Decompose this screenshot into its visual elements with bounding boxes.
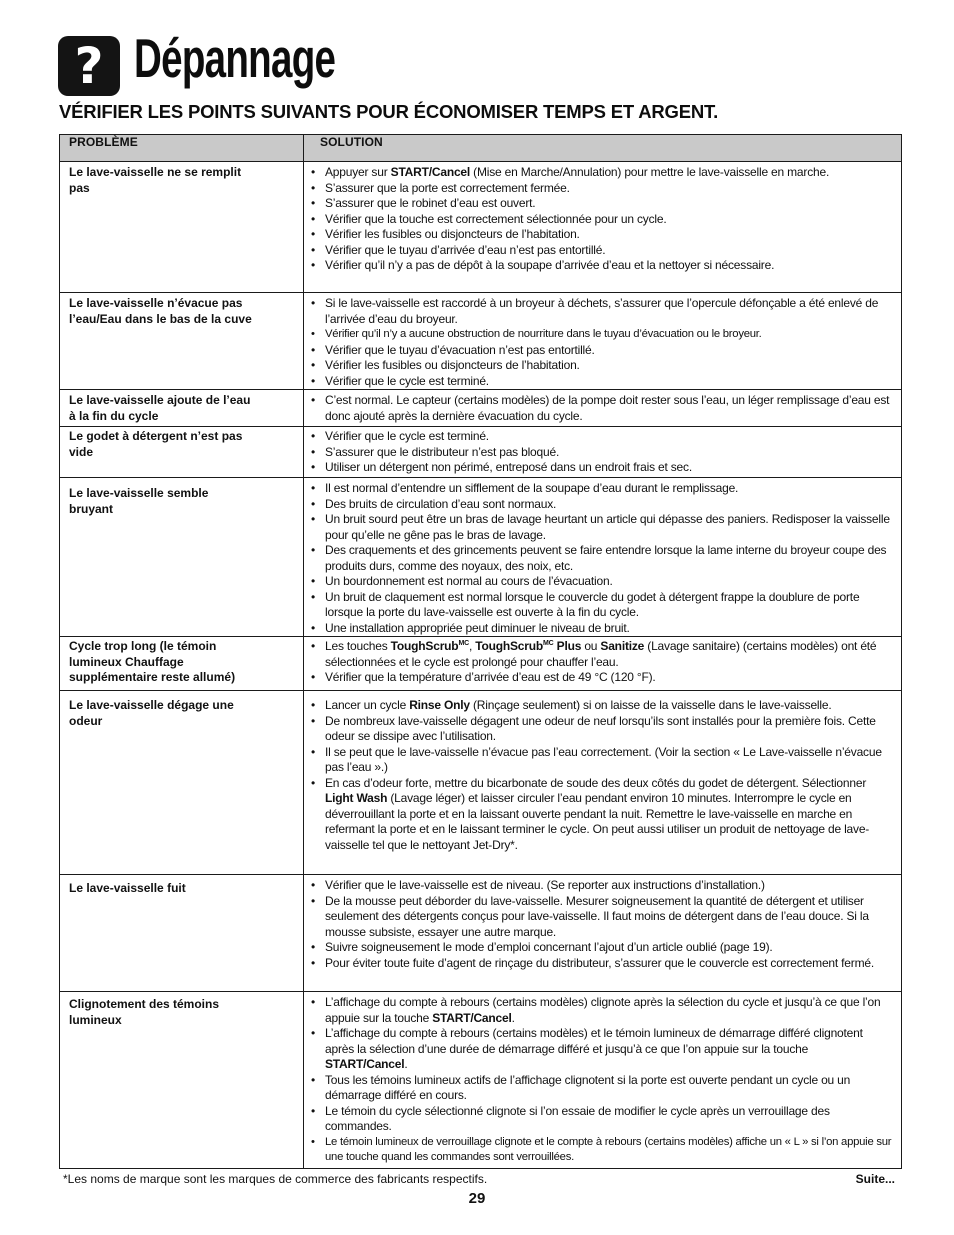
solution-text: Il se peut que le lave-vaisselle n’évacue pas l’eau correctement. (Voir la section « Le Lave-vaisselle n’évacue pas l’eau ».) [325, 744, 882, 774]
solution-text: C’est normal. Le capteur (certains modèles) de la pompe doit rester sous l’eau, un léger remplissage d’eau est donc ajouté après la dernière évacuation du cycle. [325, 393, 890, 423]
problem-cell: Le lave-vaisselle semble bruyant [60, 478, 304, 637]
solution-text: , [468, 639, 476, 653]
problem-cell: Le lave-vaisselle dégage une odeur [60, 691, 304, 875]
bold-text: START/Cancel [390, 165, 471, 179]
solution-list [311, 639, 893, 686]
solution-text: Suivre soigneusement le mode d’emploi concernant l’ajout d’un article oublié (page 19). [325, 940, 773, 954]
solution-list [311, 429, 893, 476]
column-header-solution: SOLUTION [304, 135, 902, 162]
solution-item [311, 460, 893, 476]
solution-text: L’affichage du compte à rebours (certains modèles) clignote après la sélection du cycle et jusqu’à ce que l’on appuie sur la touche [325, 995, 881, 1025]
solution-text: Un bruit sourd peut être un bras de lavage heurtant un article qui dépasse des paniers. Redisposer la vaisselle pour qu’elle ne gêne pas le bras de lavage. [325, 512, 890, 542]
solution-item [311, 590, 893, 621]
solution-text: . [511, 1010, 515, 1025]
solution-text: Une installation appropriée peut diminuer le niveau de bruit. [325, 620, 630, 635]
problem-cell: Le lave-vaisselle n’évacue pas l’eau/Eau dans le bas de la cuve [60, 293, 304, 390]
solution-list [311, 296, 893, 389]
solution-text: Vérifier que le cycle est terminé. [325, 429, 489, 443]
solution-text: Vérifier que le cycle est terminé. [325, 373, 489, 388]
question-mark-icon: ? [58, 36, 120, 96]
solution-text: L’affichage du compte à rebours (certains modèles) et le témoin lumineux de démarrage différé clignotent après la sélection d’une durée de démarrage différé et jusqu’à ce que l’on appuie sur la touche [325, 1026, 863, 1056]
solution-cell [304, 691, 902, 875]
table-row [60, 162, 902, 293]
solution-item [311, 445, 893, 461]
page-number: 29 [468, 1190, 486, 1207]
solution-text: Un bourdonnement est normal au cours de l’évacuation. [325, 574, 613, 588]
table-row [60, 293, 902, 390]
solution-item [311, 776, 893, 854]
solution-item [311, 698, 893, 714]
solution-list [311, 995, 893, 1166]
trademark-superscript: MC [543, 640, 554, 647]
solution-item [311, 481, 893, 497]
solution-list [311, 481, 893, 636]
table-row [60, 637, 902, 691]
page-title: Dépannage [134, 27, 336, 89]
solution-item [311, 358, 893, 374]
bold-text: ToughScrub [390, 639, 459, 653]
solution-item [311, 1104, 893, 1135]
solution-item [311, 1026, 893, 1073]
table-row [60, 478, 902, 637]
solution-item [311, 639, 893, 670]
solution-item [311, 343, 893, 359]
bold-text: START/Cancel [325, 1057, 405, 1071]
solution-text: Vérifier les fusibles ou disjoncteurs de l’habitation. [325, 227, 580, 241]
solution-item [311, 745, 893, 776]
solution-item [311, 512, 893, 543]
solution-item [311, 1135, 893, 1166]
solution-text: S’assurer que le distributeur n’est pas bloqué. [325, 444, 560, 459]
solution-item [311, 543, 893, 574]
problem-cell: Le godet à détergent n’est pas vide [60, 427, 304, 478]
solution-cell [304, 390, 902, 427]
solution-cell [304, 637, 902, 691]
solution-text: Vérifier que le tuyau d’arrivée d’eau n’est pas entortillé. [325, 242, 606, 257]
solution-text: . [404, 1057, 408, 1071]
bold-text: Rinse Only [409, 698, 470, 712]
solution-text: Les touches [325, 639, 391, 653]
solution-text: Vérifier que la touche est correctement sélectionnée pour un cycle. [325, 211, 667, 226]
solution-item [311, 296, 893, 327]
problem-cell: Le lave-vaisselle fuit [60, 875, 304, 992]
solution-item [311, 165, 893, 181]
solution-text: (Rinçage seulement) si on laisse de la vaisselle dans le lave-vaisselle. [469, 698, 832, 712]
table-body [60, 162, 902, 1169]
solution-text: S’assurer que la porte est correctement fermée. [325, 180, 570, 195]
solution-item [311, 714, 893, 745]
solution-cell [304, 293, 902, 390]
solution-text: S’assurer que le robinet d’eau est ouvert. [325, 196, 536, 210]
solution-item [311, 995, 893, 1026]
solution-text: De nombreux lave-vaisselle dégagent une odeur de neuf lorsqu’ils sont installés pour la première fois. Cette odeur se dissipe avec l’utilisation. [325, 713, 876, 743]
solution-text: ou [581, 639, 601, 653]
solution-text: Le témoin du cycle sélectionné clignote si l’on essaie de modifier le cycle après un verrouillage des commandes. [325, 1103, 830, 1133]
solution-text: Appuyer sur [325, 165, 391, 179]
solution-cell [304, 162, 902, 293]
table-row [60, 875, 902, 992]
bold-text: START/Cancel [432, 1010, 512, 1025]
solution-text: Il est normal d’entendre un sifflement de la soupape d’eau durant le remplissage. [325, 481, 739, 495]
solution-item [311, 940, 893, 956]
solution-item [311, 227, 893, 243]
solution-item [311, 327, 893, 343]
bold-text: Plus [553, 639, 582, 653]
solution-item [311, 429, 893, 445]
solution-text: Utiliser un détergent non périmé, entreposé dans un endroit frais et sec. [325, 460, 692, 474]
solution-text: Le témoin lumineux de verrouillage clignote et le compte à rebours (certains modèles) affiche un « L » si l’on appuie sur une touche quand les commandes sont verrouillées. [325, 1135, 892, 1163]
bold-text: Light Wash [325, 791, 388, 805]
continued-label: Suite... [855, 1172, 895, 1186]
solution-cell [304, 992, 902, 1169]
problem-cell: Le lave-vaisselle ne se remplit pas [60, 162, 304, 293]
solution-text: Des craquements et des grincements peuvent se faire entendre lorsque la lame interne du broyeur coupe des produits durs, comme des noyaux, des noix, etc. [325, 543, 887, 573]
solution-item [311, 894, 893, 941]
solution-cell [304, 427, 902, 478]
solution-text: Vérifier les fusibles ou disjoncteurs de l’habitation. [325, 358, 580, 372]
table-row [60, 992, 902, 1169]
solution-text: Un bruit de claquement est normal lorsque le couvercle du godet à détergent frappe la doublure de porte lorsque la porte du lave-vaisselle est ouverte à la fin du cycle. [325, 589, 860, 619]
solution-text: Tous les témoins lumineux actifs de l’affichage clignotent si la porte est ouverte pendant un cycle ou un démarrage différé en cours. [325, 1072, 851, 1102]
solution-item [311, 621, 893, 637]
solution-text: Vérifier qu’il n’y a pas de dépôt à la soupape d’arrivée d’eau et la nettoyer si nécessaire. [325, 258, 775, 272]
solution-list [311, 698, 893, 853]
problem-cell: Le lave-vaisselle ajoute de l’eau à la fin du cycle [60, 390, 304, 427]
solution-text: (Lavage sanitaire) (certains modèles) ont été sélectionnées et le cycle est prolongé pour chauffer l’eau. [325, 639, 877, 669]
solution-item [311, 374, 893, 390]
solution-item [311, 212, 893, 228]
solution-item [311, 1073, 893, 1104]
solution-text: Vérifier que le lave-vaisselle est de niveau. (Se reporter aux instructions d’installation.) [325, 878, 765, 892]
bold-text: ToughScrub [475, 639, 543, 653]
solution-text: Pour éviter toute fuite d’agent de rinçage du distributeur, s’assurer que le couvercle est correctement fermé. [325, 955, 874, 970]
solution-text: En cas d’odeur forte, mettre du bicarbonate de soude des deux côtés du godet de détergent. Sélectionner [325, 775, 867, 790]
trademark-superscript: MC [458, 640, 469, 647]
solution-list [311, 393, 893, 424]
solution-text: Vérifier que le tuyau d’évacuation n’est pas entortillé. [325, 342, 595, 357]
solution-text: Des bruits de circulation d’eau sont normaux. [325, 496, 557, 511]
solution-item [311, 878, 893, 894]
footnote: *Les noms de marque sont les marques de commerce des fabricants respectifs. [63, 1172, 488, 1186]
problem-cell: Clignotement des témoins lumineux [60, 992, 304, 1169]
table-row [60, 691, 902, 875]
solution-item [311, 243, 893, 259]
solution-item [311, 258, 893, 274]
page-subtitle: VÉRIFIER LES POINTS SUIVANTS POUR ÉCONOMISER TEMPS ET ARGENT. [59, 101, 719, 122]
solution-item [311, 196, 893, 212]
table-row [60, 390, 902, 427]
solution-item [311, 393, 893, 424]
solution-text: De la mousse peut déborder du lave-vaisselle. Mesurer soigneusement la quantité de détergent et utiliser seulement des détergents conçus pour lave-vaisselle. Il faut moins de détergent dans de l’eau douce. Si la mousse subsiste, essayer une autre marque. [325, 893, 869, 939]
solution-cell [304, 478, 902, 637]
column-header-problem: PROBLÈME [60, 135, 304, 162]
table-row [60, 427, 902, 478]
solution-text: (Lavage léger) et laisser circuler l’eau pendant environ 10 minutes. Interrompre le cycle en déverrouillant la porte et en la laissant ouverte pendant la nuit. Remettre le lave-vaisselle en marche en refermant la porte et en le laissant terminer le cycle. On peut aussi utiliser un produit de nettoyage de lave-vaisselle tel que le nettoyant Jet-Dry*. [325, 791, 870, 852]
solution-text: Vérifier qu’il n’y a aucune obstruction de nourriture dans le tuyau d’évacuation ou le broyeur. [325, 328, 762, 340]
solution-text: (Mise en Marche/Annulation) pour mettre le lave-vaisselle en marche. [470, 165, 830, 179]
solution-text: Lancer un cycle [325, 698, 410, 712]
solution-text: Vérifier que la température d’arrivée d’eau est de 49 °C (120 °F). [325, 670, 656, 684]
problem-cell: Cycle trop long (le témoin lumineux Chauffage supplémentaire reste allumé) [60, 637, 304, 691]
solution-item [311, 181, 893, 197]
solution-item [311, 574, 893, 590]
solution-item [311, 497, 893, 513]
solution-text: Si le lave-vaisselle est raccordé à un broyeur à déchets, s’assurer que l’opercule défonçable a été enlevé de l’arrivée d’eau du broyeur. [325, 296, 879, 326]
table-header [60, 135, 902, 162]
solution-list [311, 878, 893, 971]
troubleshooting-table [59, 134, 902, 1169]
table-header-row [60, 135, 902, 162]
solution-list [311, 165, 893, 274]
solution-cell [304, 875, 902, 992]
solution-item [311, 956, 893, 972]
solution-item [311, 670, 893, 686]
bold-text: Sanitize [600, 639, 645, 653]
